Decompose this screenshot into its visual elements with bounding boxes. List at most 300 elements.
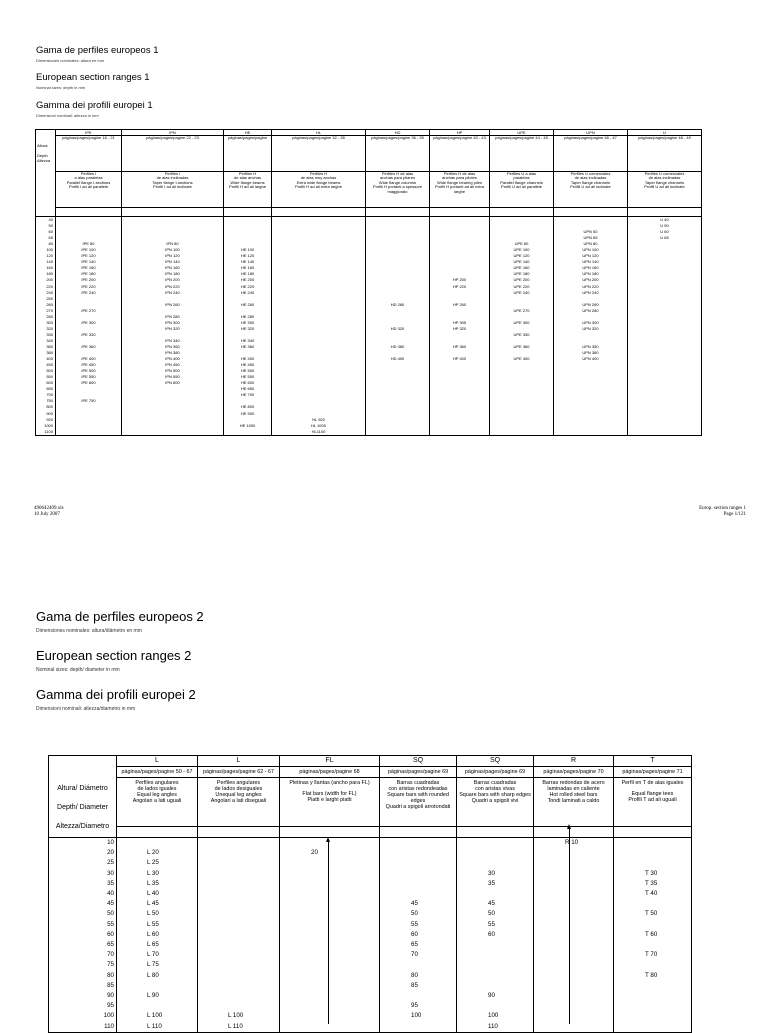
description-line: Profili H portanti a spessore maggiorato [372, 184, 423, 194]
table-row [49, 889, 692, 899]
size-value: 450 [36, 362, 56, 368]
table2-gap-row [49, 827, 692, 838]
section-cell: IPN 550 [122, 374, 224, 380]
section-cell [614, 920, 692, 930]
size-value: 40 [36, 217, 56, 224]
col-header-r: R [534, 756, 614, 767]
section-cell: HL 1000 [272, 423, 366, 429]
section-cell [534, 869, 614, 879]
section-cell: UPN 380 [554, 350, 628, 356]
section-cell: HE 120 [224, 253, 272, 259]
gap-cell [614, 827, 692, 838]
size-value: 650 [36, 386, 56, 392]
title-en-2: European section ranges 2 [36, 648, 192, 663]
section-cell [614, 960, 692, 970]
table2-name-row [49, 756, 692, 767]
size-value: 75 [49, 960, 117, 970]
section-cell: IPE 200 [56, 277, 122, 283]
subtitle-en-2: Nominal sizes: depth/ diameter in mm [36, 667, 120, 673]
size-value: 45 [49, 899, 117, 909]
section-cell: HE 800 [224, 404, 272, 410]
section-cell: HE 600 [224, 380, 272, 386]
col-pages: páginas/pages/pagine 40 - 43 [430, 136, 490, 172]
col-description [614, 778, 692, 827]
section-cell: 20 [280, 848, 380, 858]
section-cell: HE 140 [224, 259, 272, 265]
section-cell: L 40 [117, 889, 198, 899]
description-line: Perfiles U comerciales [644, 171, 685, 176]
section-cell: IPN 240 [122, 290, 224, 296]
section-cell: UPN 65 [554, 235, 628, 241]
section-cell: L 70 [117, 950, 198, 960]
table-row [36, 429, 702, 436]
section-cell [457, 960, 534, 970]
size-value: 1000 [36, 423, 56, 429]
description-line: de alas inclinadas [574, 175, 607, 181]
section-cell: IPE 400 [56, 356, 122, 362]
section-cell [280, 909, 380, 919]
section-cell [198, 950, 280, 960]
section-cell [280, 1022, 380, 1033]
size-value: 380 [36, 350, 56, 356]
table2-pages-row [49, 767, 692, 778]
section-cell: 35 [457, 879, 534, 889]
section-cell [280, 981, 380, 991]
footer-sheet-name: Europ. section ranges 1 [699, 506, 746, 511]
section-cell: HD 320 [366, 326, 430, 332]
section-cell: IPN 300 [122, 320, 224, 326]
title-es-2: Gama de perfiles europeos 2 [36, 609, 204, 624]
description-line: Profili H portanti ad ali extra larghe [434, 184, 485, 194]
section-cell: L 55 [117, 920, 198, 930]
section-cell: UPN 120 [554, 253, 628, 259]
size-value: 220 [36, 284, 56, 290]
title-it-1: Gamma dei profili europei 1 [36, 100, 153, 111]
section-cell: L 60 [117, 930, 198, 940]
section-cell [457, 838, 534, 849]
col-header-l-equal: L [117, 756, 198, 767]
description-line: Taper flange channels [644, 179, 685, 185]
section-cell: L 25 [117, 858, 198, 868]
section-cell: UPN 300 [554, 320, 628, 326]
section-cell: UPE 220 [490, 284, 554, 290]
description-line: Perfiles U comerciales [570, 171, 611, 176]
table-row [49, 950, 692, 960]
description-line: anchas para pilotes [442, 175, 477, 181]
description-line: Profili U ad ali inclinate [570, 184, 611, 190]
section-cell [534, 920, 614, 930]
section-cell: L 50 [117, 909, 198, 919]
description-line: Quadri a spigoli arrotondati [385, 804, 451, 811]
col-description [198, 778, 280, 827]
section-cell: L 100 [198, 1011, 280, 1021]
description-line: anchas para pilares [380, 175, 415, 181]
section-cell: UPN 200 [554, 277, 628, 283]
description-line: Profili U ad ali inclinate [644, 184, 685, 190]
row-label: Altezza [37, 158, 51, 163]
size-value: 25 [49, 858, 117, 868]
description-line: Perfiles I [164, 171, 181, 176]
size-value: 280 [36, 314, 56, 320]
section-cell: UPE 180 [490, 271, 554, 277]
section-cell [198, 909, 280, 919]
section-cell: HE 1000 [224, 423, 272, 429]
section-cell [534, 879, 614, 889]
section-cell [380, 960, 457, 970]
section-cell [534, 909, 614, 919]
section-cell: IPN 320 [122, 326, 224, 332]
description-line: de lados desiguales [214, 786, 263, 793]
description-line: laminadas en caliente [547, 786, 600, 793]
footer-date: 10 July 2007 [34, 512, 60, 517]
section-cell: HE 320 [224, 326, 272, 332]
section-cell: HD 400 [366, 356, 430, 362]
size-value: 70 [49, 950, 117, 960]
section-cell [614, 858, 692, 868]
section-cell [117, 981, 198, 991]
section-cell [198, 930, 280, 940]
gap-cell [366, 208, 430, 217]
section-cell: HE 360 [224, 344, 272, 350]
section-cell: IPN 400 [122, 356, 224, 362]
description-line: Parallel flange channels [500, 179, 543, 185]
section-cell: HP 360 [430, 344, 490, 350]
size-value: 35 [49, 879, 117, 889]
section-cell [198, 971, 280, 981]
section-cell [534, 1001, 614, 1011]
size-value: 85 [49, 981, 117, 991]
gap-cell [198, 827, 280, 838]
description-line: Taper flange channels [570, 179, 611, 185]
section-cell: T 35 [614, 879, 692, 889]
description-line: Unequal leg angles [215, 792, 262, 799]
col-header-upe: UPE [490, 130, 554, 136]
section-cell: 100 [457, 1011, 534, 1021]
section-cell [380, 889, 457, 899]
section-cell [280, 920, 380, 930]
section-cell [380, 1022, 457, 1033]
section-cell [554, 429, 628, 436]
description-line: Perfiles angulares [216, 780, 261, 786]
section-cell: 30 [457, 869, 534, 879]
section-cell: 100 [380, 1011, 457, 1021]
section-cell [280, 991, 380, 1001]
col-pages: páginas/pages/pagine 46 - 47 [554, 136, 628, 172]
title-es-1: Gama de perfiles europeos 1 [36, 45, 159, 56]
size-value: 330 [36, 332, 56, 338]
size-value: 300 [36, 320, 56, 326]
col-description [280, 778, 380, 827]
section-cell: UPN 180 [554, 271, 628, 277]
row-label: Altura/ Diámetro [57, 784, 108, 792]
col-pages: páginas/pages/pagine 71 [614, 767, 692, 778]
size-value: 900 [36, 411, 56, 417]
section-cell: HE 400 [224, 356, 272, 362]
section-cell: HE 340 [224, 338, 272, 344]
col-pages: páginas/pages/pagine 50 - 67 [117, 767, 198, 778]
section-cell: UPN 320 [554, 326, 628, 332]
section-cell: U 65 [628, 235, 702, 241]
section-cell [614, 899, 692, 909]
table-row [49, 960, 692, 970]
section-cell: IPE 80 [56, 241, 122, 247]
section-cell: IPE 500 [56, 368, 122, 374]
subtitle-it-1: Dimensioni nominali: altezza in mm [36, 113, 99, 118]
row-label-column [49, 756, 117, 838]
section-cell: HE 180 [224, 271, 272, 277]
section-cell [614, 991, 692, 1001]
section-cell: U 50 [628, 223, 702, 229]
section-cell [457, 858, 534, 868]
section-cell: 95 [380, 1001, 457, 1011]
description-line: Parallel flange I-sections [66, 179, 111, 185]
section-cell: 45 [380, 899, 457, 909]
col-header-hd: HD [366, 130, 430, 136]
section-cell: IPN 100 [122, 247, 224, 253]
section-cell: IPE 140 [56, 259, 122, 265]
section-cell: HD 260 [366, 302, 430, 308]
gap-cell [490, 208, 554, 217]
size-value: 20 [49, 848, 117, 858]
section-cell [614, 1011, 692, 1021]
section-cell [198, 1001, 280, 1011]
section-cell: IPN 500 [122, 368, 224, 374]
col-pages: páginas/pages/pagine 69 [457, 767, 534, 778]
section-cell: 65 [380, 940, 457, 950]
section-cell [534, 940, 614, 950]
table1-gap-row [36, 208, 702, 217]
col-description [224, 172, 272, 208]
section-cell [117, 838, 198, 849]
section-cell [614, 848, 692, 858]
row-label: Depth/ Diameter [57, 803, 108, 811]
section-cell: IPE 240 [56, 290, 122, 296]
section-cell: UPE 140 [490, 259, 554, 265]
section-cell: UPE 120 [490, 253, 554, 259]
size-value: 65 [49, 940, 117, 950]
col-pages: páginas/pages/pagine 16 - 21 [56, 136, 122, 172]
table2-description-row [49, 778, 692, 827]
description-line: de alas muy anchas [300, 175, 337, 181]
section-cell [614, 1001, 692, 1011]
section-cell: HL1100 [272, 429, 366, 436]
description-line: Profili I ad ali parallele [68, 184, 109, 190]
section-cell [117, 1001, 198, 1011]
table1-description-row [36, 172, 702, 208]
section-cell [198, 991, 280, 1001]
gap-cell [430, 208, 490, 217]
section-cell: L 35 [117, 879, 198, 889]
section-cell [490, 429, 554, 436]
description-line: Profili H ad ali larghe [229, 184, 266, 190]
col-description [122, 172, 224, 208]
section-cell: HE 240 [224, 290, 272, 296]
size-value: 95 [49, 1001, 117, 1011]
section-cell: T 80 [614, 971, 692, 981]
section-cell: L 20 [117, 848, 198, 858]
section-cell [380, 858, 457, 868]
section-cell [534, 930, 614, 940]
section-cell: IPE 550 [56, 374, 122, 380]
table-row [49, 899, 692, 909]
table-row [49, 1022, 692, 1033]
section-range-table-2 [48, 755, 692, 1033]
col-description [117, 778, 198, 827]
size-value: 55 [49, 920, 117, 930]
section-cell: UPE 300 [490, 320, 554, 326]
description-line: Barras cuadradas [473, 780, 517, 786]
section-cell: HP 305 [430, 320, 490, 326]
description-line: Piatti e larghi piatti [307, 797, 352, 804]
section-cell: HE 160 [224, 265, 272, 271]
gap-cell [380, 827, 457, 838]
section-cell [198, 869, 280, 879]
size-value: 60 [49, 930, 117, 940]
section-cell: IPN 160 [122, 265, 224, 271]
size-value: 80 [36, 241, 56, 247]
col-description [56, 172, 122, 208]
section-cell [198, 848, 280, 858]
section-cell: UPN 50 [554, 229, 628, 235]
section-cell: IPE 160 [56, 265, 122, 271]
section-cell: UPN 160 [554, 265, 628, 271]
section-cell: IPE 360 [56, 344, 122, 350]
section-cell [614, 838, 692, 849]
section-cell: HP 200 [430, 277, 490, 283]
section-cell: UPN 350 [554, 344, 628, 350]
section-cell [280, 858, 380, 868]
description-line: Profili T ad ali uguali [628, 797, 677, 804]
section-cell [534, 1011, 614, 1021]
col-header-sq-sharp: SQ [457, 756, 534, 767]
section-cell [457, 940, 534, 950]
table-row [49, 1011, 692, 1021]
size-value: 65 [36, 235, 56, 241]
section-cell: T 30 [614, 869, 692, 879]
gap-cell [628, 208, 702, 217]
section-cell: UPN 80 [554, 241, 628, 247]
section-cell [280, 930, 380, 940]
section-cell: L 45 [117, 899, 198, 909]
section-cell: IPE 450 [56, 362, 122, 368]
section-cell [280, 971, 380, 981]
section-cell: L 90 [117, 991, 198, 1001]
gap-cell [457, 827, 534, 838]
col-header-u: U [628, 130, 702, 136]
description-line: Tondi laminati a caldo [547, 798, 600, 805]
section-cell: HD 360 [366, 344, 430, 350]
section-cell [628, 429, 702, 436]
description-line: Perfil en T de alas iguales [621, 780, 684, 786]
description-line: Profili H ad ali extra larghe [295, 184, 342, 190]
section-range-table-1 [35, 129, 702, 436]
size-value: 40 [49, 889, 117, 899]
section-cell: HE 550 [224, 374, 272, 380]
section-cell [534, 889, 614, 899]
section-cell: T 60 [614, 930, 692, 940]
section-cell: 110 [457, 1022, 534, 1033]
table-row [49, 971, 692, 981]
section-cell: U 60 [628, 229, 702, 235]
section-cell: IPN 380 [122, 350, 224, 356]
up-arrow-icon [569, 827, 570, 1024]
size-value: 80 [49, 971, 117, 981]
section-cell [122, 429, 224, 436]
section-cell [280, 879, 380, 889]
footer-right [699, 506, 746, 518]
col-pages: páginas/pages/pagine 48 - 49 [628, 136, 702, 172]
section-cell: 85 [380, 981, 457, 991]
size-value: 200 [36, 277, 56, 283]
section-cell [430, 429, 490, 436]
section-cell: IPN 220 [122, 284, 224, 290]
col-description [272, 172, 366, 208]
size-value: 550 [36, 374, 56, 380]
section-cell: IPN 450 [122, 362, 224, 368]
size-value: 60 [36, 229, 56, 235]
section-cell [280, 950, 380, 960]
section-cell: HP 260 [430, 302, 490, 308]
section-cell: IPN 120 [122, 253, 224, 259]
description-line: Quadri a spigoli vivi [471, 798, 519, 805]
section-cell: 80 [380, 971, 457, 981]
section-cell: 55 [457, 920, 534, 930]
description-line: Perfiles H de alas [443, 171, 476, 176]
size-value: 240 [36, 290, 56, 296]
section-cell: 50 [457, 909, 534, 919]
section-cell: IPE 270 [56, 308, 122, 314]
size-value: 800 [36, 404, 56, 410]
size-value: 500 [36, 368, 56, 374]
section-cell: HE 300 [224, 320, 272, 326]
col-pages: páginas/pages/pagine 22 - 23 [122, 136, 224, 172]
description-line: Flat bars (width for FL) [302, 791, 357, 798]
row-label: Altezza/Diametro [55, 822, 110, 830]
description-line: Square bars with sharp edges [459, 792, 531, 799]
col-pages: páginas/pages/pagine 32 - 35 [272, 136, 366, 172]
col-header-ipe: IPE [56, 130, 122, 136]
section-cell: 45 [457, 899, 534, 909]
section-cell: UPE 360 [490, 344, 554, 350]
section-cell [198, 838, 280, 849]
col-header-upn: UPN [554, 130, 628, 136]
section-cell: IPE 300 [56, 320, 122, 326]
section-cell [534, 960, 614, 970]
col-header-ipn: IPN [122, 130, 224, 136]
section-cell: UPN 140 [554, 259, 628, 265]
section-cell [380, 869, 457, 879]
table1-pages-row [36, 136, 702, 172]
col-pages: páginas/pages/pagine 62 - 67 [198, 767, 280, 778]
section-cell: IPE 750 [56, 398, 122, 404]
size-value: 120 [36, 253, 56, 259]
section-cell [224, 429, 272, 436]
subtitle-it-2: Dimensioni nominali: altezza/diametro in mm [36, 706, 136, 712]
section-cell: L 80 [117, 971, 198, 981]
section-cell [380, 879, 457, 889]
size-value: 1100 [36, 429, 56, 436]
size-value: 90 [49, 991, 117, 1001]
section-cell: IPN 200 [122, 277, 224, 283]
row-label: Depth [37, 153, 48, 158]
size-value: 100 [49, 1011, 117, 1021]
section-cell: UPN 280 [554, 308, 628, 314]
description-line: de alas inclinadas [648, 175, 681, 181]
section-cell [534, 899, 614, 909]
table-row [49, 940, 692, 950]
section-cell [534, 950, 614, 960]
size-value: 400 [36, 356, 56, 362]
